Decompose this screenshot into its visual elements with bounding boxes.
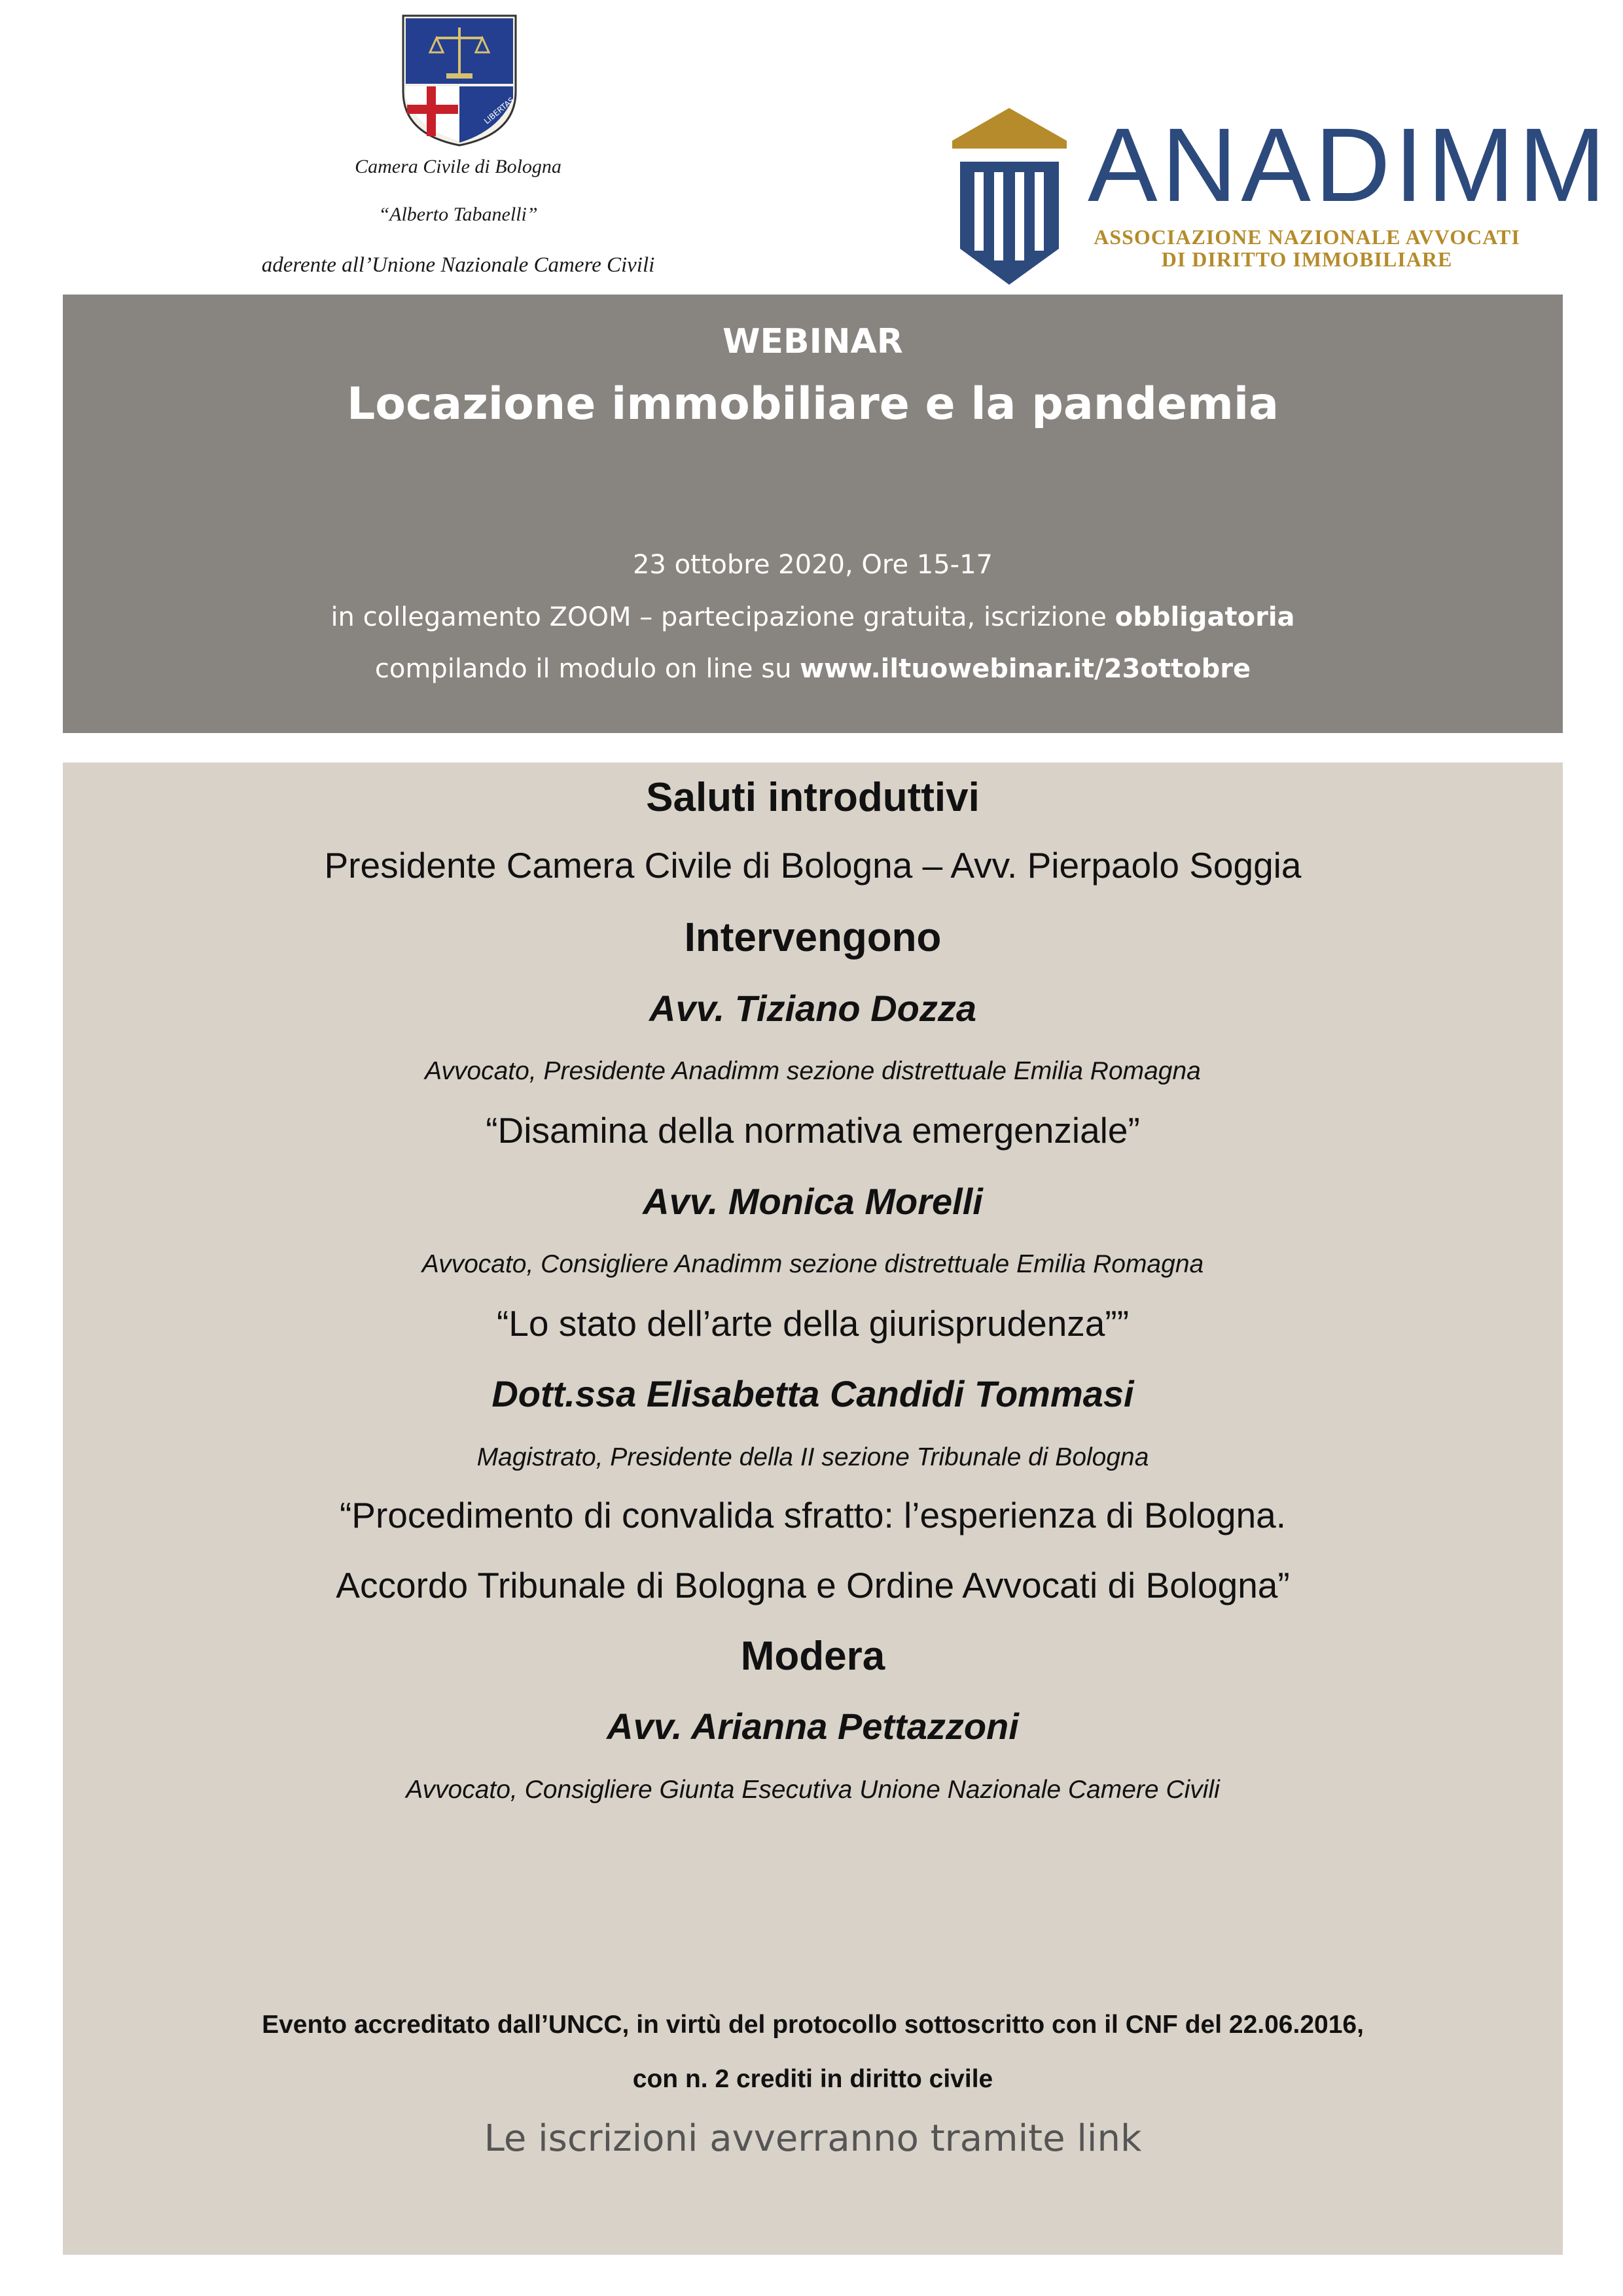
saluti-heading: Saluti introduttivi xyxy=(646,775,980,820)
registration-link-line xyxy=(63,654,1563,684)
modera-heading: Modera xyxy=(740,1634,885,1679)
accreditation-line2: con n. 2 crediti in diritto civile xyxy=(632,2065,993,2093)
event-title: Locazione immobiliare e la pandemia xyxy=(346,378,1279,430)
speaker-talk-title: “Lo stato dell’arte della giurisprudenza”” xyxy=(496,1303,1130,1344)
crest-motto-text: LIBERTAS xyxy=(482,95,516,126)
org-affiliation-line: aderente all’Unione Nazionale Camere Civili xyxy=(261,253,655,277)
program-panel xyxy=(63,762,1563,2255)
interventi-heading: Intervengono xyxy=(684,915,942,960)
registration-required-text: obbligatoria xyxy=(1115,602,1295,632)
camera-civile-crest-icon xyxy=(401,13,518,147)
accreditation-line1: Evento accreditato dall’UNCC, in virtù del protocollo sottoscritto con il CNF del 22.06.2016, xyxy=(262,2011,1364,2039)
speaker-talk-title-line2: Accordo Tribunale di Bologna e Ordine Avvocati di Bologna” xyxy=(336,1565,1290,1605)
moderator-role: Avvocato, Consigliere Giunta Esecutiva Unione Nazionale Camere Civili xyxy=(406,1776,1220,1804)
speaker-talk-title-line1: “Procedimento di convalida sfratto: l’esperienza di Bologna. xyxy=(339,1495,1287,1535)
speaker-role: Avvocato, Presidente Anadimm sezione distrettuale Emilia Romagna xyxy=(425,1057,1201,1085)
speaker-role: Avvocato, Consigliere Anadimm sezione distrettuale Emilia Romagna xyxy=(421,1250,1204,1278)
anadimm-wordmark: ANADIMM xyxy=(1088,106,1610,223)
saluti-text: Presidente Camera Civile di Bologna – Avv. Pierpaolo Soggia xyxy=(324,845,1302,886)
speaker-role: Magistrato, Presidente della II sezione Tribunale di Bologna xyxy=(476,1443,1149,1471)
registration-url-link[interactable]: www.iltuowebinar.it/23ottobre xyxy=(800,654,1251,684)
anadimm-subtitle-line1: ASSOCIAZIONE NAZIONALE AVVOCATI xyxy=(1094,225,1520,249)
speaker-talk-title: “Disamina della normativa emergenziale” xyxy=(486,1110,1140,1151)
event-date: 23 ottobre 2020, Ore 15-17 xyxy=(632,550,993,580)
registration-link-prefix: compilando il modulo on line su xyxy=(374,654,800,684)
org-subname-line: “Alberto Tabanelli” xyxy=(378,204,538,225)
event-type-label: WEBINAR xyxy=(722,322,903,361)
registration-info-line xyxy=(63,602,1563,632)
webinar-banner xyxy=(63,295,1563,733)
moderator-name: Avv. Arianna Pettazzoni xyxy=(607,1706,1019,1747)
anadimm-subtitle-line2: DI DIRITTO IMMOBILIARE xyxy=(1161,247,1453,271)
speaker-name: Dott.ssa Elisabetta Candidi Tommasi xyxy=(491,1373,1134,1414)
speaker-name: Avv. Tiziano Dozza xyxy=(649,988,976,1029)
registration-info-text: in collegamento ZOOM – partecipazione gratuita, iscrizione xyxy=(330,602,1115,632)
org-name-line: Camera Civile di Bologna xyxy=(355,156,562,177)
registration-note: Le iscrizioni avverranno tramite link xyxy=(484,2117,1142,2160)
anadimm-column-icon xyxy=(952,108,1067,288)
speaker-name: Avv. Monica Morelli xyxy=(643,1181,983,1222)
